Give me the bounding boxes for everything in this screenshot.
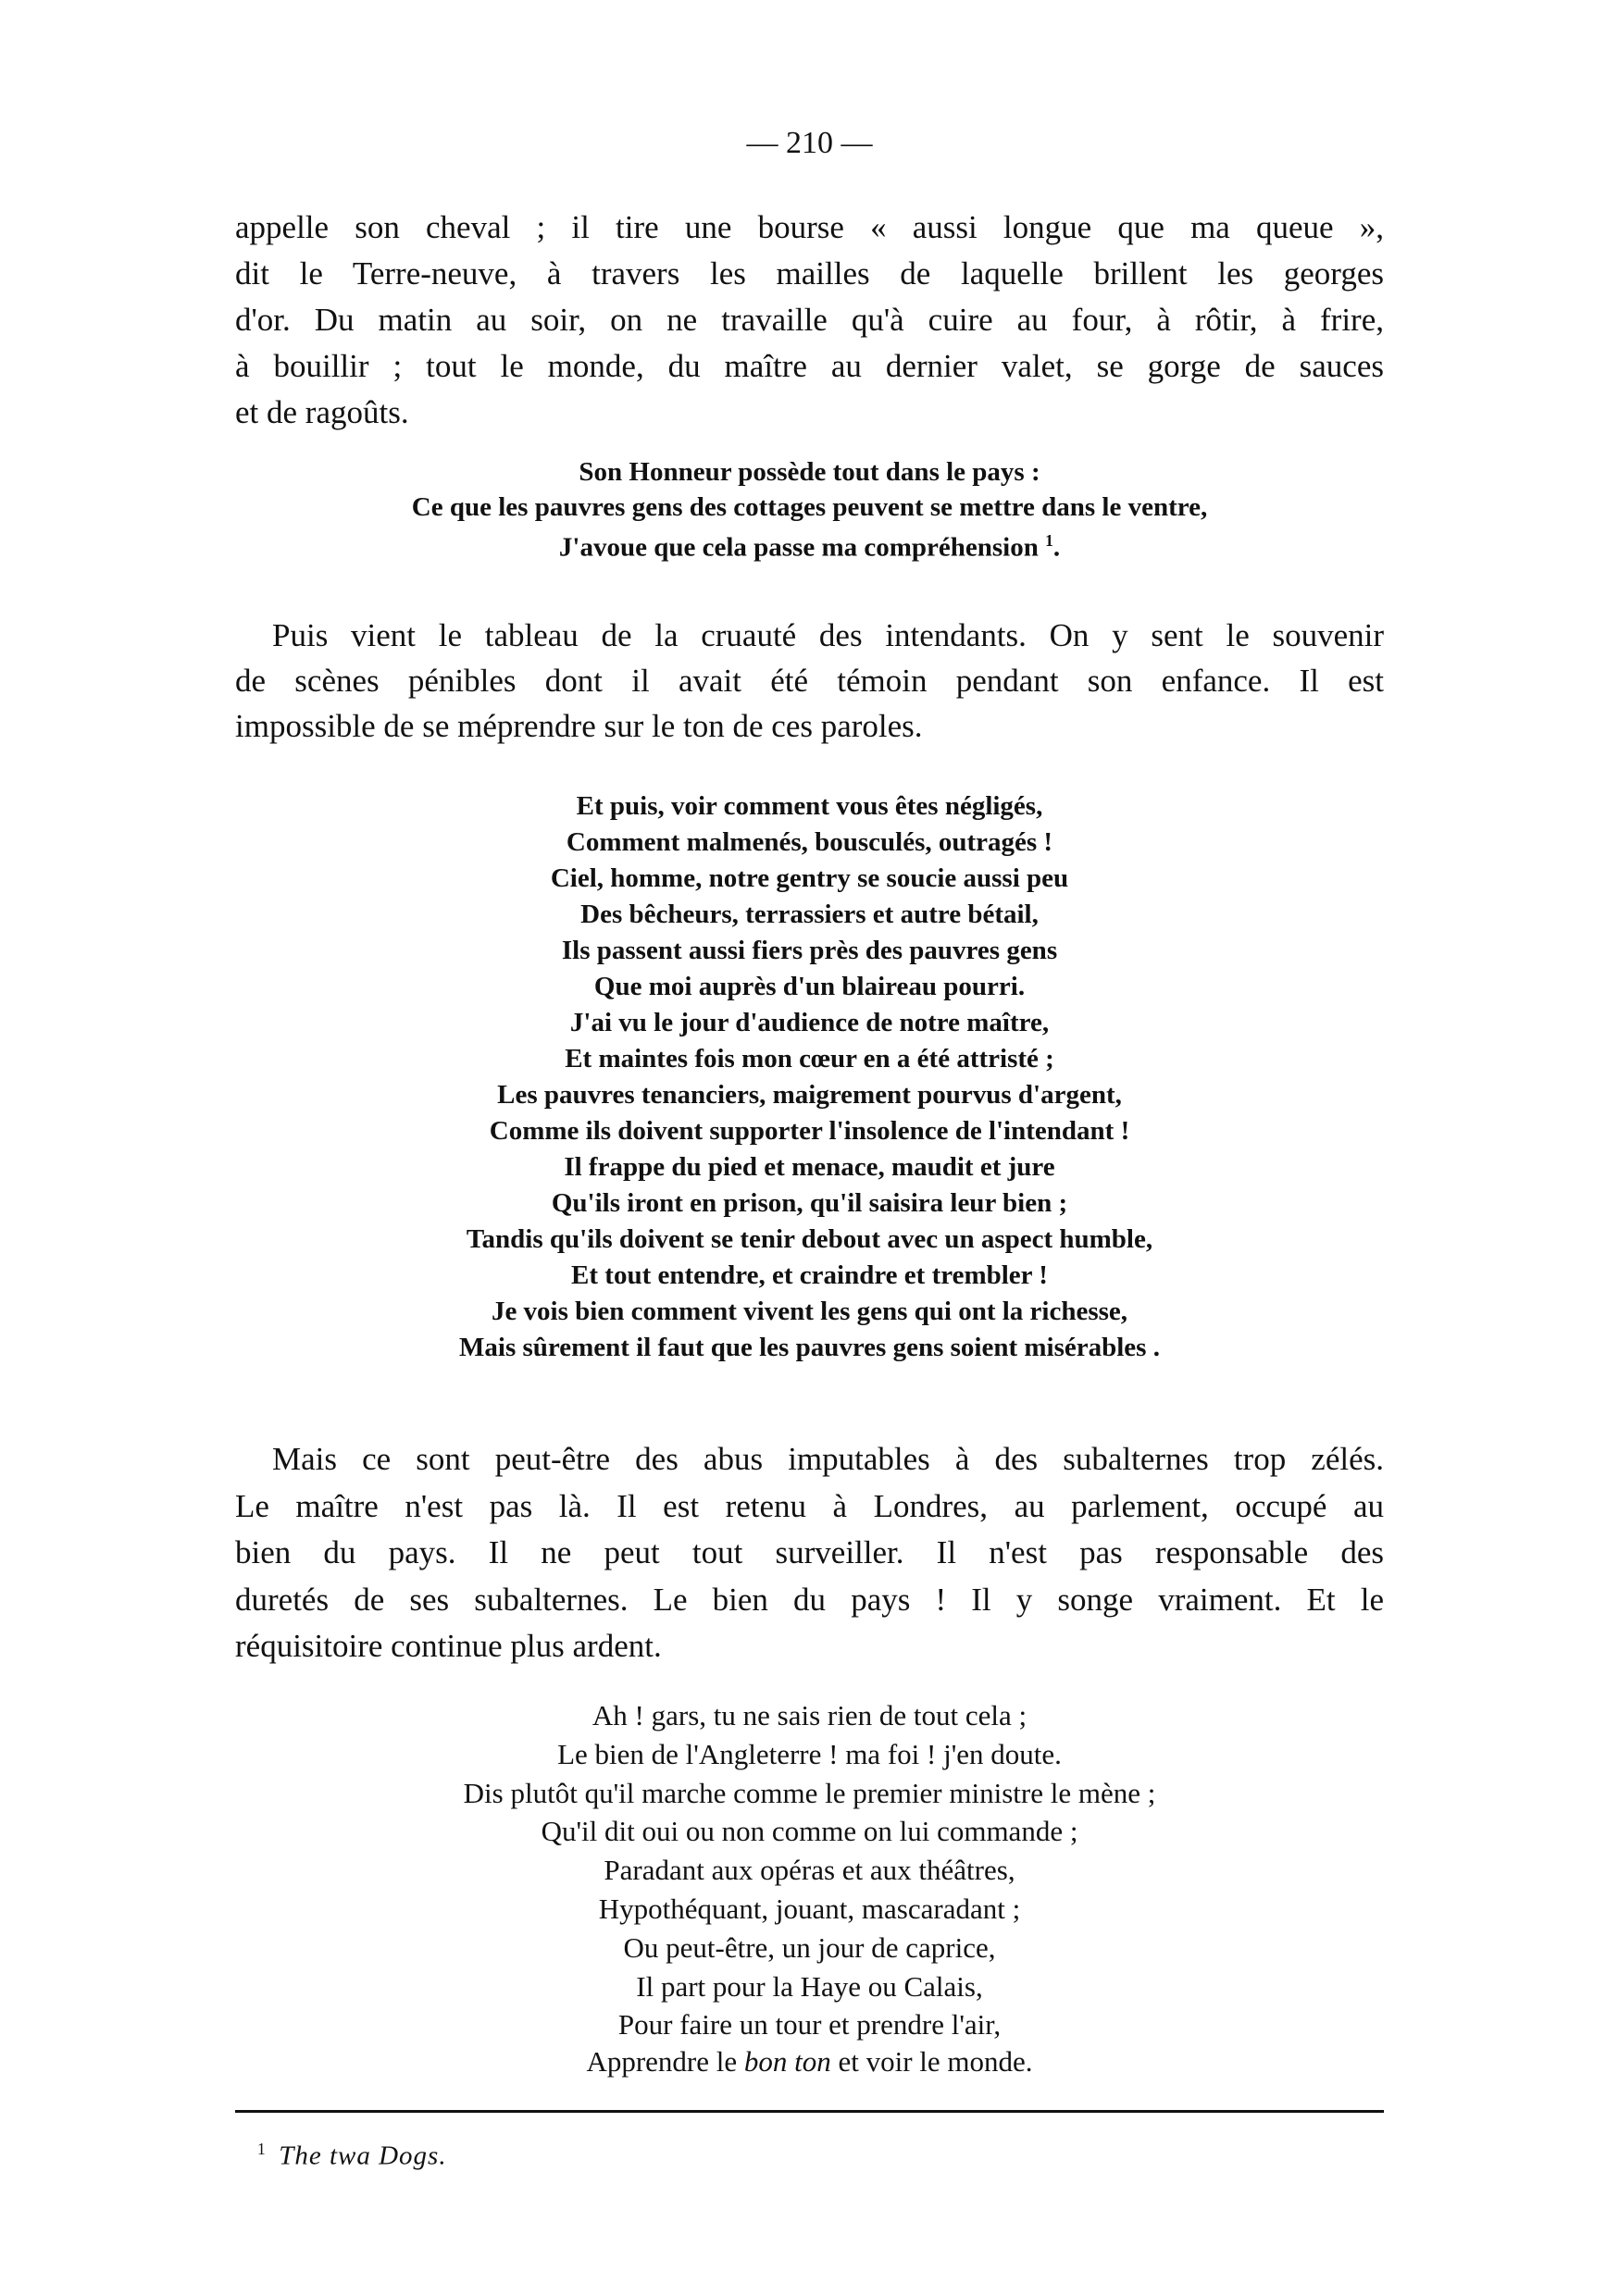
text-line: Le maître n'est pas là. Il est retenu à Londres, au parlement, occupé au bbox=[235, 1487, 1384, 1524]
verse-line: Les pauvres tenanciers, maigrement pourvus d'argent, bbox=[497, 1080, 1122, 1110]
text-line: d'or. Du matin au soir, on ne travaille qu'à cuire au four, à rôtir, à frire, bbox=[235, 302, 1384, 338]
verse-text: J'avoue que cela passe ma compréhension bbox=[558, 532, 1046, 563]
text-line: duretés de ses subalternes. Le bien du pays ! Il y songe vraiment. Et le bbox=[235, 1581, 1384, 1618]
verse-text: Apprendre le bbox=[586, 2045, 744, 2078]
verse-italic-text: bon ton bbox=[743, 2045, 831, 2078]
text-line: appelle son cheval ; il tire une bourse « aussi longue que ma queue », bbox=[235, 209, 1384, 245]
verse-line: Et maintes fois mon cœur en a été attristé ; bbox=[565, 1044, 1054, 1074]
verse-line: Ce que les pauvres gens des cottages peuvent se mettre dans le ventre, bbox=[411, 492, 1208, 522]
verse-line: Que moi auprès d'un blaireau pourri. bbox=[593, 972, 1026, 1001]
text-line: à bouillir ; tout le monde, du maître au dernier valet, se gorge de sauces bbox=[235, 348, 1384, 384]
verse-line: Il part pour la Haye ou Calais, bbox=[636, 1969, 983, 2003]
verse-line: Comme ils doivent supporter l'insolence de l'intendant ! bbox=[489, 1116, 1130, 1146]
verse-line: Pour faire un tour et prendre l'air, bbox=[617, 2008, 1002, 2042]
verse-line bbox=[0, 524, 1619, 565]
text-line: bien du pays. Il ne peut tout surveiller. Il n'est pas responsable des bbox=[235, 1534, 1384, 1570]
verse-line: Ils passent aussi fiers près des pauvres gens bbox=[561, 936, 1058, 965]
footnote-divider bbox=[235, 2110, 1384, 2113]
verse-line: Je vois bien comment vivent les gens qui ont la richesse, bbox=[491, 1297, 1128, 1326]
verse-line: Mais sûrement il faut que les pauvres gens soient misérables . bbox=[459, 1333, 1160, 1362]
verse-line: Ou peut-être, un jour de caprice, bbox=[623, 1930, 996, 1964]
verse-line: Ah ! gars, tu ne sais rien de tout cela ; bbox=[592, 1699, 1027, 1731]
verse-line: Tandis qu'ils doivent se tenir debout avec un aspect humble, bbox=[466, 1224, 1153, 1254]
verse-text: et voir le monde. bbox=[830, 2045, 1033, 2078]
text-line: et de ragoûts. bbox=[235, 394, 409, 430]
verse-line: J'ai vu le jour d'audience de notre maître, bbox=[569, 1008, 1050, 1037]
verse-line: Hypothéquant, jouant, mascaradant ; bbox=[598, 1893, 1021, 1925]
verse-line: Ciel, homme, notre gentry se soucie aussi peu bbox=[550, 863, 1069, 893]
verse-line: Qu'il dit oui ou non comme on lui commande ; bbox=[541, 1815, 1078, 1848]
verse-line: Et puis, voir comment vous êtes négligés, bbox=[576, 791, 1043, 821]
footnote-reference[interactable]: 1 bbox=[1045, 531, 1053, 550]
text-line: dit le Terre-neuve, à travers les mailles de laquelle brillent les georges bbox=[235, 255, 1384, 292]
verse-line: Dis plutôt qu'il marche comme le premier ministre le mène ; bbox=[463, 1776, 1156, 1809]
verse-line: Comment malmenés, bousculés, outragés ! bbox=[566, 827, 1053, 857]
text-line: Mais ce sont peut-être des abus imputables à des subalternes trop zélés. bbox=[272, 1441, 1384, 1477]
verse-line: Le bien de l'Angleterre ! ma foi ! j'en doute. bbox=[557, 1737, 1062, 1770]
verse-line: Qu'ils iront en prison, qu'il saisira leur bien ; bbox=[551, 1188, 1068, 1218]
text-line: de scènes pénibles dont il avait été témoin pendant son enfance. Il est bbox=[235, 663, 1384, 699]
footnote-text: The twa Dogs. bbox=[279, 2141, 447, 2171]
page-number: — 210 — bbox=[746, 126, 873, 160]
verse-line: Son Honneur possède tout dans le pays : bbox=[579, 457, 1040, 487]
footnote bbox=[257, 2140, 447, 2172]
verse-line bbox=[0, 2045, 1619, 2079]
verse-line: Il frappe du pied et menace, maudit et jure bbox=[564, 1152, 1055, 1182]
text-line: impossible de se méprendre sur le ton de ces paroles. bbox=[235, 708, 923, 744]
verse-line: Des bêcheurs, terrassiers et autre bétail, bbox=[580, 900, 1039, 929]
text-line: Puis vient le tableau de la cruauté des intendants. On y sent le souvenir bbox=[272, 617, 1384, 653]
text-line: réquisitoire continue plus ardent. bbox=[235, 1628, 662, 1664]
verse-line: Et tout entendre, et craindre et trembler ! bbox=[571, 1260, 1048, 1290]
footnote-number: 1 bbox=[257, 2140, 266, 2158]
verse-punctuation: . bbox=[1052, 532, 1061, 563]
verse-line: Paradant aux opéras et aux théâtres, bbox=[604, 1854, 1015, 1887]
